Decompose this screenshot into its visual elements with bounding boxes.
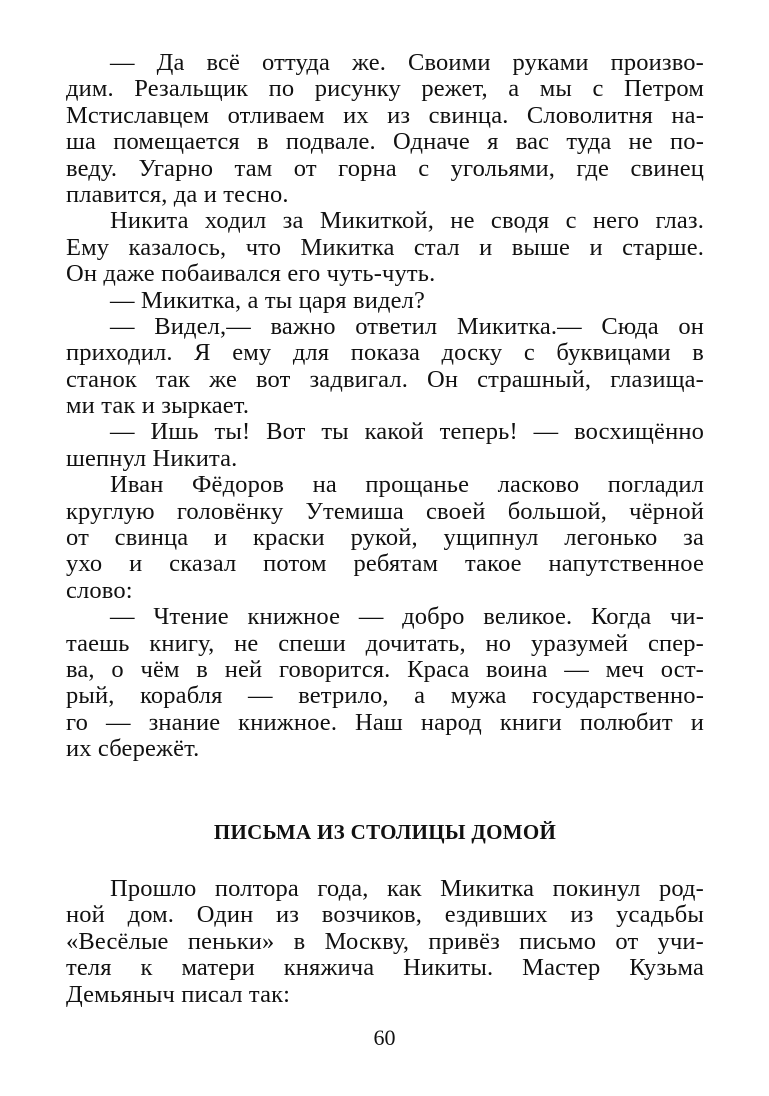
text-line: ва, о чём в ней говорится. Краса воина — меч ост- (66, 655, 704, 683)
section-heading: ПИСЬМА ИЗ СТОЛИЦЫ ДОМОЙ (213, 820, 557, 844)
text-line: Никита ходил за Микиткой, не сводя с него глаз. (110, 207, 704, 235)
book-page (66, 49, 704, 1008)
text-line: Он даже побаивался его чуть-чуть. (66, 260, 436, 288)
text-block (66, 50, 704, 763)
text-line: дим. Резальщик по рисунку режет, а мы с Петром (66, 75, 704, 103)
text-line: Прошло полтора года, как Микитка покинул род- (110, 875, 704, 902)
text-line: — Микитка, а ты царя видел? (110, 286, 425, 314)
text-line: ухо и сказал потом ребятам такое напутственное (66, 550, 704, 578)
text-line: круглую головёнку Утемиша своей большой, чёрной (66, 497, 704, 525)
text-line: ной дом. Один из возчиков, ездивших из усадьбы (66, 901, 704, 929)
text-line: теля к матери княжича Никиты. Мастер Кузьма (66, 954, 704, 982)
text-line: веду. Угарно там от горна с угольями, где свинец (66, 154, 704, 182)
text-line: от свинца и краски рукой, ущипнул легонько за (66, 524, 704, 552)
text-line: их сбережёт. (66, 735, 200, 763)
text-line: — Видел,— важно ответил Микитка.— Сюда он (110, 312, 704, 340)
text-line: приходил. Я ему для показа доску с буквицами в (66, 339, 704, 367)
text-line: го — знание книжное. Наш народ книги полюбит и (66, 708, 704, 736)
text-line: слово: (66, 576, 133, 604)
text-line: Мстиславцем отливаем их из свинца. Словолитня на- (66, 101, 704, 129)
text-line: плавится, да и тесно. (66, 180, 289, 208)
text-line: рый, корабля — ветрило, а мужа государственно- (66, 682, 704, 710)
text-line: Ему казалось, что Микитка стал и выше и старше. (66, 233, 704, 261)
text-line: ми так и зыркает. (66, 392, 250, 420)
section-text-block (66, 876, 704, 1008)
text-line: шепнул Никита. (66, 444, 238, 472)
text-line: — Да всё оттуда же. Своими руками произво- (110, 49, 704, 76)
text-line: — Чтение книжное — добро великое. Когда чи- (110, 603, 704, 631)
text-line: — Ишь ты! Вот ты какой теперь! — восхищённо (110, 418, 704, 446)
page-number: 60 (373, 1025, 396, 1050)
text-line: таешь книгу, не спеши дочитать, но уразумей спер- (66, 629, 704, 657)
text-line: Демьяныч писал так: (66, 980, 291, 1008)
text-line: ша помещается в подвале. Одначе я вас туда не по- (66, 128, 704, 156)
text-line: «Весёлые пеньки» в Москву, привёз письмо от учи- (66, 927, 704, 955)
text-line: станок так же вот задвигал. Он страшный, глазища- (66, 365, 704, 393)
text-line: Иван Фёдоров на прощанье ласково погладил (110, 471, 704, 499)
